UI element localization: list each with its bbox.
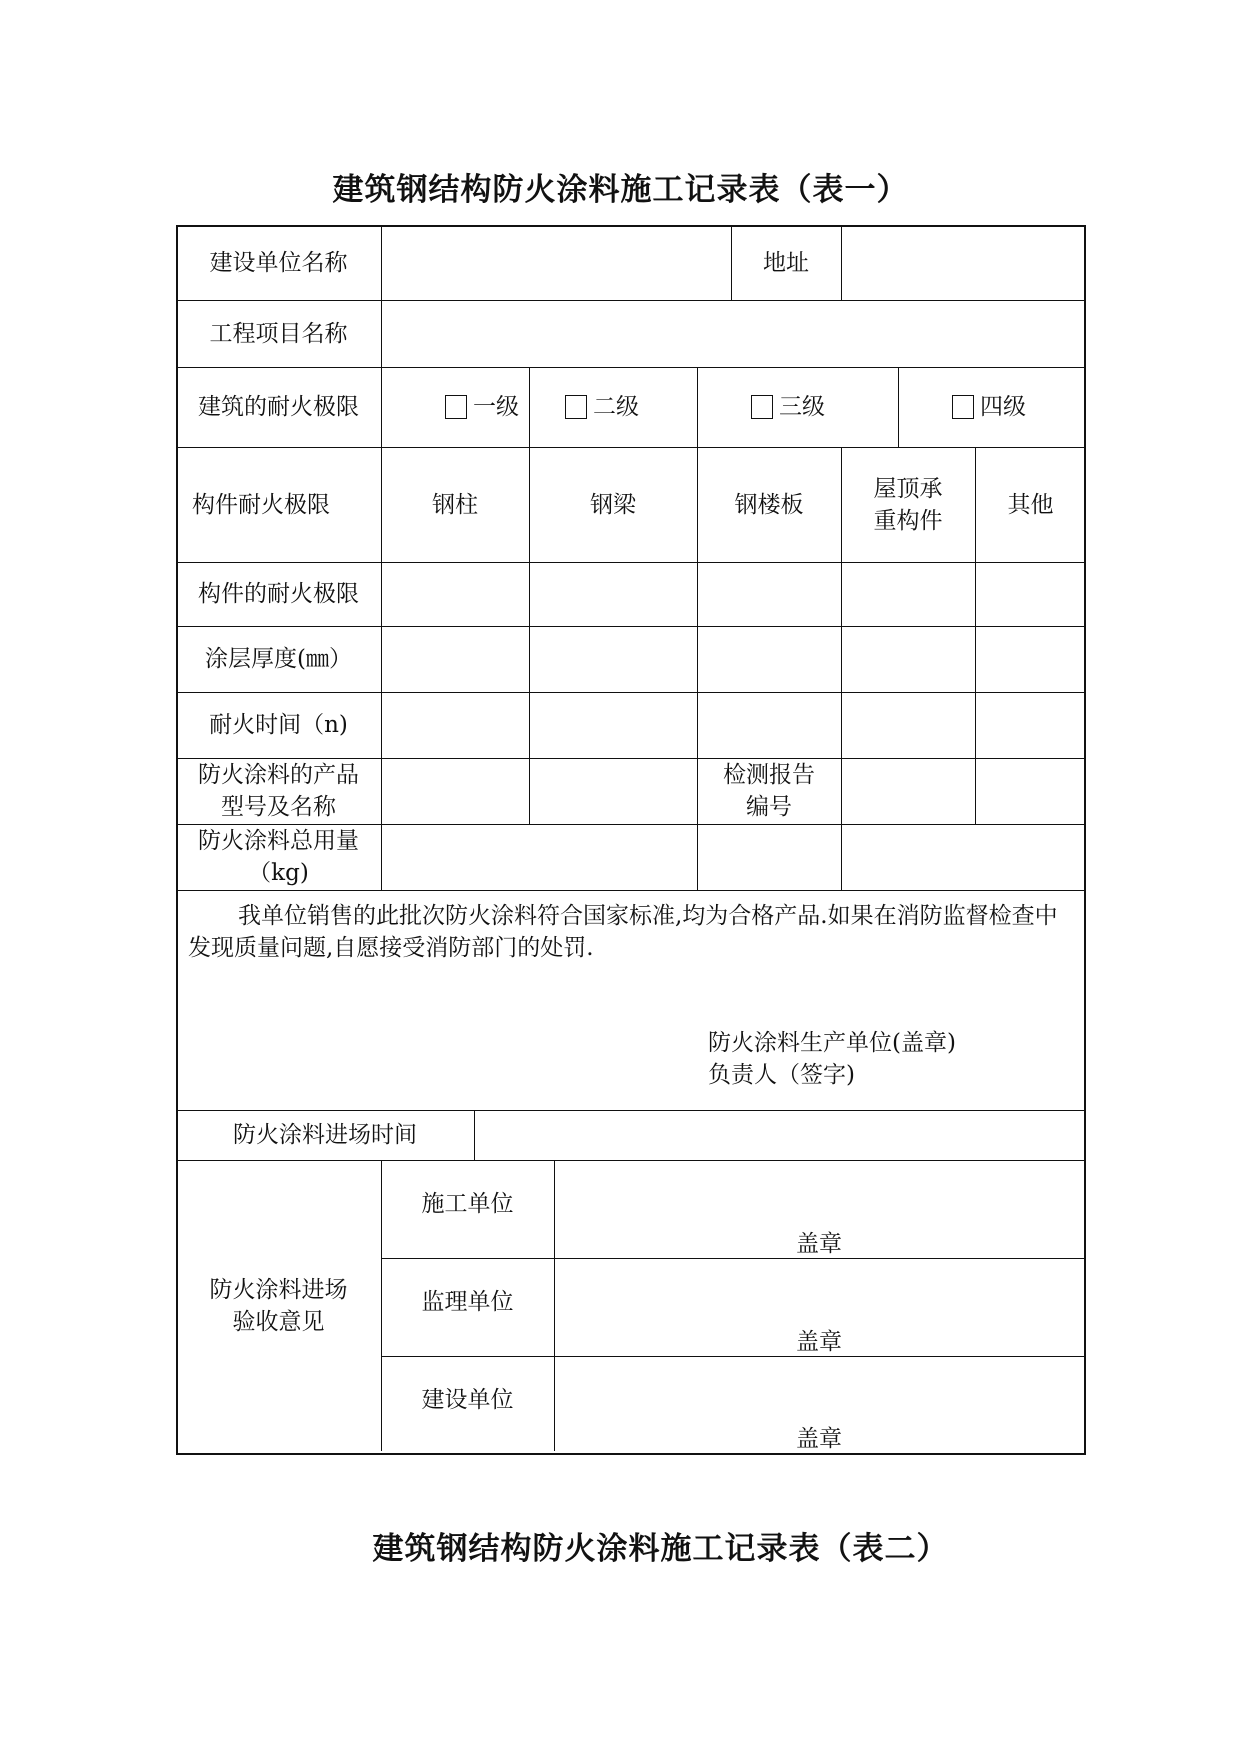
- rating-option-2[interactable]: 二级: [529, 367, 697, 447]
- seal-label: 盖章: [796, 1329, 842, 1355]
- checkbox-icon[interactable]: [751, 395, 773, 419]
- producer-seal-label: 防火涂料生产单位(盖章): [708, 1030, 956, 1056]
- project-name-label: 工程项目名称: [209, 320, 348, 347]
- construction-unit-label: 建设单位名称: [209, 249, 348, 276]
- col-steel-floor: 钢楼板: [734, 491, 804, 518]
- rating-option-1[interactable]: 一级: [381, 367, 529, 447]
- fire-coating-record-table: [176, 225, 1086, 1455]
- supervision-company-label: 监理单位: [421, 1289, 514, 1315]
- address-value[interactable]: [841, 225, 1086, 300]
- total-usage-label: 防火涂料总用量 （kg): [198, 828, 359, 886]
- address-label: 地址: [763, 249, 809, 276]
- col-roof-bearing: 屋顶承 重构件: [873, 475, 943, 534]
- test-report-label: 检测报告 编号: [723, 762, 815, 820]
- rating-option-4[interactable]: 四级: [898, 367, 1086, 447]
- quality-statement: 我单位销售的此批次防火涂料符合国家标准,均为合格产品.如果在消防监督检查中发现质量问题,自愿接受消防部门的处罚.: [188, 903, 1058, 961]
- col-other: 其他: [1007, 491, 1054, 518]
- entry-time-value[interactable]: [474, 1110, 1086, 1160]
- construction-unit-value[interactable]: [381, 225, 731, 300]
- product-model-label: 防火涂料的产品 型号及名称: [198, 762, 359, 820]
- checkbox-icon[interactable]: [952, 395, 974, 419]
- coating-thickness-label: 涂层厚度(㎜）: [205, 646, 352, 672]
- entry-time-label: 防火涂料进场时间: [233, 1122, 417, 1148]
- component-limit-label: 构件的耐火极限: [198, 581, 359, 607]
- test-report-value[interactable]: [841, 758, 1086, 824]
- form-title: 建筑钢结构防火涂料施工记录表（表一）: [332, 172, 909, 208]
- product-model-value[interactable]: [381, 758, 697, 824]
- rating-option-3[interactable]: 三级: [697, 367, 898, 447]
- component-rating-label: 构件耐火极限: [192, 491, 330, 518]
- seal-label: 盖章: [796, 1426, 842, 1452]
- checkbox-icon[interactable]: [445, 395, 467, 419]
- checkbox-icon[interactable]: [565, 395, 587, 419]
- responsible-sign-label: 负责人（签字): [708, 1062, 855, 1088]
- total-usage-value[interactable]: [381, 824, 1086, 890]
- col-steel-beam: 钢梁: [590, 491, 636, 518]
- owner-company-label: 建设单位: [421, 1387, 514, 1413]
- form-title-2: 建筑钢结构防火涂料施工记录表（表二）: [372, 1531, 949, 1567]
- acceptance-label: 防火涂料进场 验收意见: [209, 1276, 348, 1335]
- col-steel-column: 钢柱: [432, 491, 478, 518]
- seal-label: 盖章: [796, 1231, 842, 1257]
- fire-time-label: 耐火时间（n): [209, 712, 348, 738]
- construction-company-label: 施工单位: [421, 1191, 514, 1217]
- project-name-value[interactable]: [381, 300, 1086, 367]
- building-rating-label: 建筑的耐火极限: [198, 394, 359, 420]
